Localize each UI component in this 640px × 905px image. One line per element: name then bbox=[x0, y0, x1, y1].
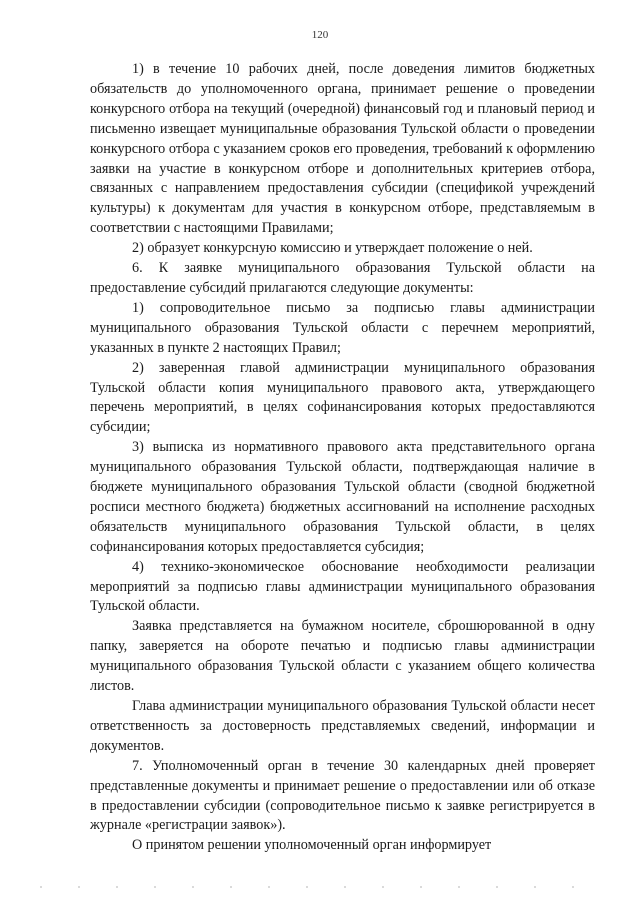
paragraph: 2) образует конкурсную комиссию и утверждает положение о ней. bbox=[132, 240, 533, 257]
paragraph: 7. Уполномоченный орган в течение 30 календарных дней проверяет представленные документы и принимает решение о предоставлении или об отказе в предоставлении субсидии (сопроводительное письмо к заявке регистрируется в журнале «регистрации заявок»). bbox=[90, 757, 595, 834]
paragraph: 4) технико-экономическое обоснование необходимости реализации мероприятий за подписью главы администрации муниципального образования Тульской области. bbox=[90, 558, 595, 615]
paragraph: 3) выписка из нормативного правового акта представительного органа муниципального образования Тульской области, подтверждающая наличие в бюджете муниципального образования Тульской области (сводной бюджетной росписи местного бюджета) бюджетных ассигнований на исполнение расходных обязательств муниципального образования Тульской области, в целях софинансирования которых предоставляется субсидия; bbox=[90, 439, 595, 555]
paragraph: 1) сопроводительное письмо за подписью главы администрации муниципального образования Тульской области с перечнем мероприятий, указанных в пункте 2 настоящих Правил; bbox=[90, 299, 595, 356]
paragraph: 6. К заявке муниципального образования Тульской области на предоставление субсидий прилагаются следующие документы: bbox=[90, 260, 595, 296]
paragraph: 2) заверенная главой администрации муниципального образования Тульской области копия муниципального правового акта, утверждающего перечень мероприятий, в целях софинансирования которых предоставляются субсидии; bbox=[90, 359, 595, 436]
paragraph: Заявка представляется на бумажном носителе, сброшюрованной в одну папку, заверяется на обороте печатью и подписью главы администрации муниципального образования Тульской области с указанием общего количества листов. bbox=[90, 618, 595, 695]
scan-artifact-divider bbox=[40, 886, 600, 888]
paragraph: Глава администрации муниципального образования Тульской области несет ответственность за достоверность представляемых сведений, информации и документов. bbox=[90, 698, 595, 754]
document-body bbox=[90, 60, 595, 856]
paragraph: 1) в течение 10 рабочих дней, после доведения лимитов бюджетных обязательств до уполномоченного органа, принимает решение о проведении конкурсного отбора на текущий (очередной) финансовый год и плановый период и письменно извещает муниципальные образования Тульской области о проведении конкурсного отбора с указанием сроков его проведения, требований к оформлению заявки на участие в конкурсном отборе и дополнительных критериев отбора, связанных с направлением предоставления субсидии (спецификой учреждений культуры) к документам для участия в конкурсном отборе, представляемым в соответствии с настоящими Правилами; bbox=[90, 61, 595, 237]
paragraph: О принятом решении уполномоченный орган информирует bbox=[132, 837, 492, 854]
page-number: 120 bbox=[311, 29, 329, 41]
